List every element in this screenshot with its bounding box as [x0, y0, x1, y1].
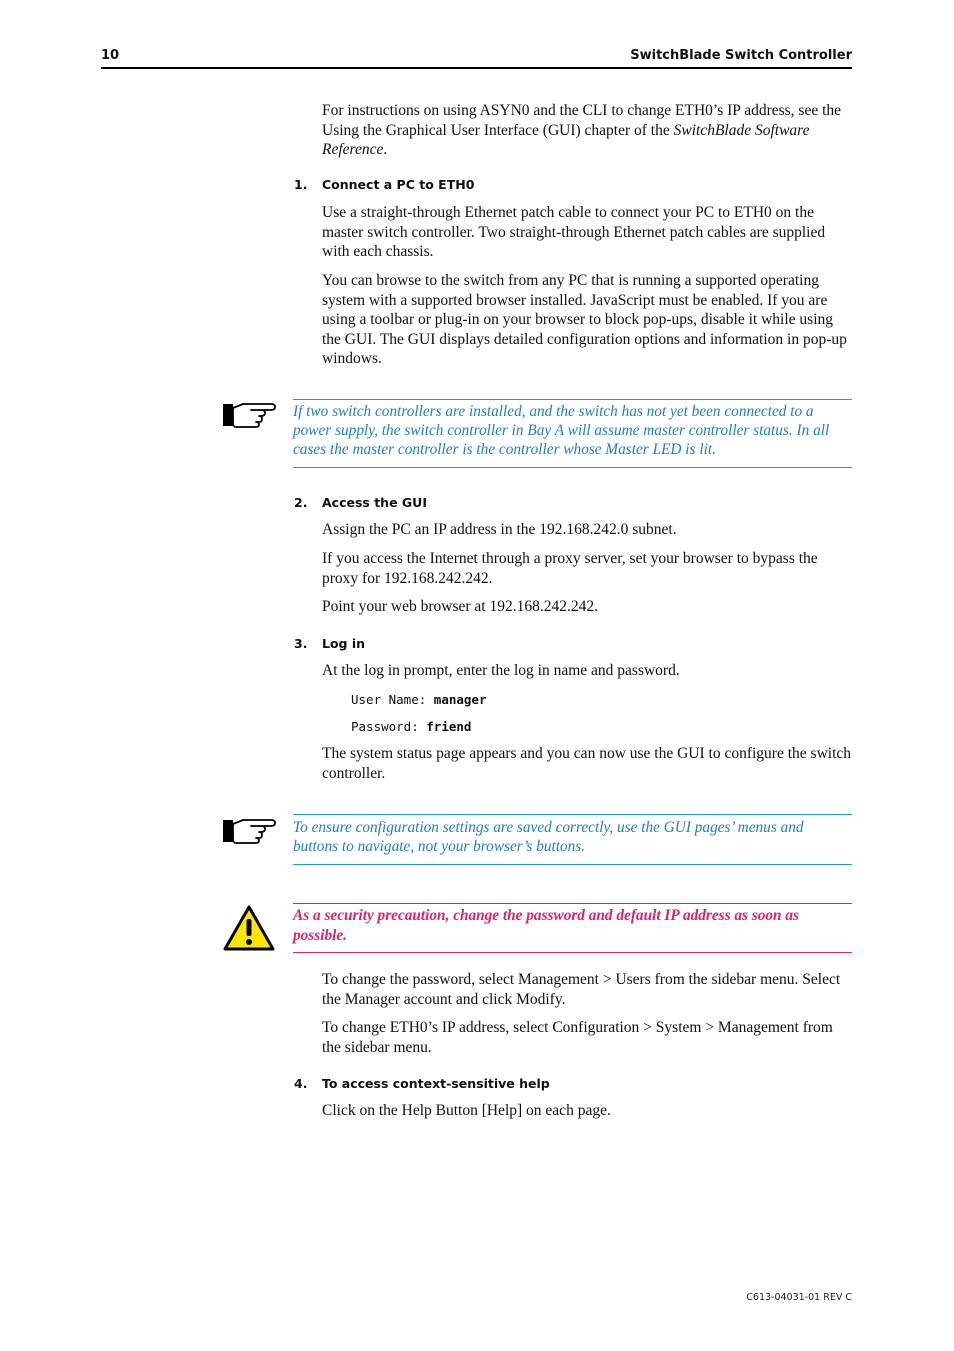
step-1-number: 1.	[294, 177, 308, 192]
page-number: 10	[101, 48, 120, 63]
note-1-text: If two switch controllers are installed, and the switch has not yet been connected to a power supply, the switch controller in Bay A will assume master controller status. In all cases the master controller is the controller whose Master LED is lit.	[293, 403, 830, 459]
step-2-paragraph-3: Point your web browser at 192.168.242.242.	[322, 598, 598, 615]
step-3-number: 3.	[294, 636, 308, 651]
username-line: User Name: manager	[351, 692, 487, 707]
change-password-paragraph: To change the password, select Management > Users from the sidebar menu. Select the Manager account and click Modify.	[322, 971, 841, 1008]
step-2-paragraph-1: Assign the PC an IP address in the 192.168.242.0 subnet.	[322, 521, 677, 538]
step-2-title: Access the GUI	[322, 495, 427, 510]
running-header-title: SwitchBlade Switch Controller	[630, 48, 852, 63]
step-1-title: Connect a PC to ETH0	[322, 177, 475, 192]
warning-text: As a security precaution, change the password and default IP address as soon as possible.	[293, 907, 799, 944]
step-3-paragraph-2: The system status page appears and you can now use the GUI to configure the switch controller.	[322, 745, 852, 782]
warning-top-rule	[293, 903, 852, 904]
pointing-hand-icon	[221, 398, 277, 435]
note-1-bottom-rule	[293, 467, 852, 468]
document-id: C613-04031-01 REV C	[746, 1292, 852, 1303]
change-ip-paragraph: To change ETH0’s IP address, select Configuration > System > Management from the sidebar menu.	[322, 1019, 833, 1056]
warning-bottom-rule	[293, 952, 852, 953]
warning-triangle-icon	[222, 904, 276, 957]
note-2-text: To ensure configuration settings are saved correctly, use the GUI pages’ menus and buttons to navigate, not your browser’s buttons.	[293, 819, 804, 856]
step-1-paragraph-2: You can browse to the switch from any PC that is running a supported operating system with a supported browser installed. JavaScript must be enabled. If you are using a toolbar or plug-in on your browser to block pop-ups, disable it while using the GUI. The GUI displays detailed configuration options and information in pop-up windows.	[322, 272, 847, 368]
note-2-bottom-rule	[293, 864, 852, 865]
step-4-paragraph-1: Click on the Help Button [Help] on each page.	[322, 1102, 611, 1119]
header-rule	[101, 67, 852, 69]
password-value: friend	[426, 719, 472, 734]
step-2-paragraph-2: If you access the Internet through a proxy server, set your browser to bypass the proxy for 192.168.242.242.	[322, 550, 818, 587]
step-4-title: To access context-sensitive help	[322, 1076, 550, 1091]
pointing-hand-icon	[221, 814, 277, 851]
step-1-paragraph-1: Use a straight-through Ethernet patch cable to connect your PC to ETH0 on the master switch controller. Two straight-through Ethernet patch cables are supplied with each chassis.	[322, 204, 826, 261]
step-3-title: Log in	[322, 636, 366, 651]
password-line: Password: friend	[351, 719, 472, 734]
step-4-number: 4.	[294, 1076, 308, 1091]
reference-title: SwitchBlade Software Reference	[322, 121, 810, 159]
note-1-top-rule	[293, 399, 852, 400]
step-3-paragraph-1: At the log in prompt, enter the log in name and password.	[322, 662, 680, 679]
note-2-top-rule	[293, 814, 852, 815]
intro-paragraph: For instructions on using ASYN0 and the CLI to change ETH0’s IP address, see the Using the Graphical User Interface (GUI) chapter of the SwitchBlade Software Reference.	[322, 102, 842, 159]
username-value: manager	[433, 692, 487, 707]
step-2-number: 2.	[294, 495, 308, 510]
